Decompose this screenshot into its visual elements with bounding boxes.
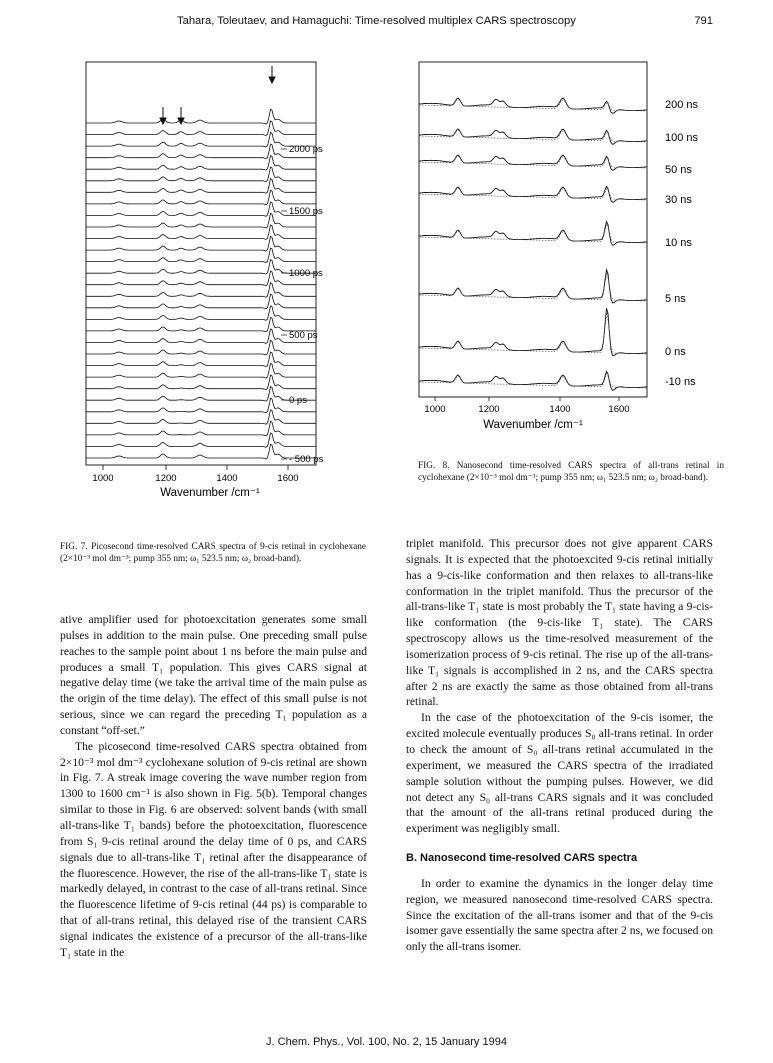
fig7-caption: FIG. 7. Picosecond time-resolved CARS spectra of 9-cis retinal in cyclohexane (2×10⁻³ mol dm⁻³; pump 355 nm; ω₁ 523.5 nm; ω₂ broad-band). (60, 542, 366, 564)
fig7-traces (86, 109, 316, 459)
fig7-trace (86, 306, 316, 321)
fig8-fit-trace (419, 188, 647, 200)
fig8-delay-label: 100 ns (665, 132, 699, 144)
fig8-xlabel: Wavenumber /cm⁻¹ (483, 419, 583, 431)
fig7-trace (86, 271, 316, 285)
running-title: Tahara, Toleutaev, and Hamaguchi: Time-resolved multiplex CARS spectroscopy (177, 15, 576, 27)
fig8-trace (419, 222, 647, 246)
fig8-fit-trace (419, 157, 647, 169)
fig8-fit-trace (419, 131, 647, 143)
fig8-trace (419, 129, 647, 144)
fig7-trace (86, 329, 316, 344)
fig7-trace (86, 444, 316, 459)
fig8-delay-label: 5 ns (665, 293, 686, 305)
fig7-tick-label: 1200 (155, 473, 177, 484)
fig8-tick-label: 1600 (608, 404, 630, 415)
left-column-text (60, 612, 367, 961)
fig7-delay-label: 500 ps (289, 330, 318, 341)
fig7-trace (86, 398, 316, 413)
left-paragraph-1: ative amplifier used for photoexcitation generates some small pulses in addition to the main pulse. One preceding small pulse reaches to the sample point about 1 ns before the main pulse and produces a small T₁ population. This gives CARS signal at negative delay time (we take the arrival time of the main pulse as the origin of the time delay). The effect of this small pulse is not serious, since we can regard the preceding T₁ population as a constant “off-set.” (60, 613, 367, 737)
fig7-trace (86, 433, 316, 447)
right-paragraph-1: triplet manifold. This precursor does not give apparent CARS signals. It is expected that the photoexcited 9-cis retinal initially has a 9-cis-like conformation and then relaxes to all-trans-like conformation in the triplet manifold. Thus the precursor of the all-trans-like T₁ state is most probably the T₁ state having a 9-cis-like conformation (the 9-cis-like T₁ state). The CARS spectroscopy allows us the time-resolved measurement of the isomerization process of 9-cis retinal. The rise up of the all-trans-like T₁ signals is accomplished in 2 ns, and the CARS spectra after 2 ns are exactly the same as those obtained from all-trans retinal. (406, 537, 713, 709)
fig8-delay-label: 50 ns (665, 164, 692, 176)
section-b-paragraph: In order to examine the dynamics in the longer delay time region, we measured nanosecond time-resolved CARS spectra. Since the excitation of the all-trans isomer and that of the 9-cis isomer gave essentially the same spectra after 2 ns, we focused on only the all-trans isomer. (406, 876, 713, 954)
fig7-trace (86, 364, 316, 378)
fig8-delay-label: 10 ns (665, 237, 692, 249)
fig8-fit-trace (419, 100, 647, 112)
fig8-fit-trace (419, 373, 647, 388)
fig8-delay-labels (665, 99, 699, 388)
page-number: 791 (694, 15, 713, 27)
fig7-trace (86, 317, 316, 331)
fig8-caption: FIG. 8. Nanosecond time-resolved CARS spectra of all-trans retinal in cyclohexane (2×10⁻³ mol dm⁻³; pump 355 nm; ω₁ 523.5 nm; ω₂ broad-band). (418, 461, 724, 483)
fig8-delay-label: -10 ns (665, 376, 696, 388)
fig7-trace (86, 283, 316, 298)
fig8-tick-label: 1400 (549, 404, 571, 415)
fig8-frame (419, 62, 647, 397)
fig7-delay-label: 1500 ps (289, 206, 323, 217)
fig8-fit-trace (419, 224, 647, 243)
fig7-trace (86, 167, 316, 182)
fig8-trace (419, 371, 647, 390)
fig8-traces (419, 98, 647, 390)
fig7-trace (86, 421, 316, 436)
fig7-trace (86, 213, 316, 228)
right-column-text (406, 536, 713, 955)
fig7-delay-label: 0 ps (289, 395, 307, 406)
fig7-trace (86, 225, 316, 239)
fig7-trace (86, 109, 316, 124)
fig7-trace (86, 248, 316, 262)
fig8-tick-label: 1000 (424, 404, 446, 415)
fig7-band-arrows (160, 66, 275, 124)
fig7-trace (86, 375, 316, 390)
fig8-trace (419, 98, 647, 113)
fig7-trace (86, 190, 316, 205)
running-header (0, 15, 773, 31)
fig7-trace (86, 156, 316, 171)
fig7-tick-label: 1600 (277, 473, 299, 484)
fig7-trace (86, 352, 316, 367)
fig7-trace (86, 260, 316, 275)
left-paragraph-2: The picosecond time-resolved CARS spectra obtained from 2×10⁻³ mol dm⁻³ cyclohexane solution of 9-cis retinal are shown in Fig. 7. A streak image covering the wave number region from 1300 to 1600 cm⁻¹ is also shown in Fig. 5(b). Temporal changes similar to those in Fig. 6 are observed: solvent bands (with small all-trans-like T₁ bands) before the photoexcitation, fluorescence from S₁ 9-cis retinal around the delay time of 0 ps, and CARS signals due to all-trans-like T₁ retinal after the disappearance of the fluorescence. However, the rise of the all-trans-like T₁ state is markedly delayed, in contrast to the case of all-trans retinal. Since the fluorescence lifetime of 9-cis retinal (44 ps) is comparable to that of all-trans retinal, this delayed rise of the transient CARS signal indicates the existence of a precursor of the all-trans-like T₁ state in the (60, 739, 367, 959)
fig7-trace (86, 121, 316, 135)
fig7-frame (86, 62, 316, 465)
fig7-xlabel: Wavenumber /cm⁻¹ (160, 487, 260, 499)
fig7-trace (86, 202, 316, 216)
fig7-tick-label: 1000 (92, 473, 114, 484)
section-b-title: B. Nanosecond time-resolved CARS spectra (406, 852, 638, 865)
fig7-delay-label: 2000 ps (289, 144, 323, 155)
fig8-trace (419, 186, 647, 202)
fig7-trace (86, 387, 316, 401)
fig7-trace (86, 341, 316, 355)
fig7-trace (86, 237, 316, 252)
fig7-trace (86, 133, 316, 148)
fig7-trace (86, 294, 316, 308)
fig8-fit-trace (419, 312, 647, 354)
fig7-tick-label: 1400 (216, 473, 238, 484)
fig8-tick-label: 1200 (478, 404, 500, 415)
fig8-trace (419, 155, 647, 170)
fig8-delay-label: 30 ns (665, 194, 692, 206)
fig7-delay-labels (281, 144, 324, 465)
fig8-delay-label: 0 ns (665, 346, 686, 358)
fig8-delay-label: 200 ns (665, 99, 699, 111)
fig8-trace (419, 308, 647, 355)
fig7-trace (86, 144, 316, 159)
right-paragraph-2: In the case of the photoexcitation of the 9-cis isomer, the excited molecule eventually produces S₀ all-trans retinal. In order to check the amount of S₀ all-trans retinal accumulated in the experiment, we measured the CARS spectra of the irradiated sample solution without the pumping pulses. However, we did not detect any S₀ all-trans CARS signals and it was concluded that the amount of the all-trans retinal produced during the experiment was negligibly small. (406, 711, 713, 836)
fig8-x-ticks (424, 397, 629, 415)
fig7-delay-label: 1000 ps (289, 268, 323, 279)
fig7-trace (86, 410, 316, 424)
journal-footer: J. Chem. Phys., Vol. 100, No. 2, 15 January 1994 (266, 1036, 507, 1048)
fig7-delay-label: - 500 ps (289, 454, 324, 465)
fig7-trace (86, 179, 316, 194)
fig8-fit-trace (419, 273, 647, 301)
fig8-trace (419, 270, 647, 303)
fig7-x-ticks (92, 465, 298, 484)
